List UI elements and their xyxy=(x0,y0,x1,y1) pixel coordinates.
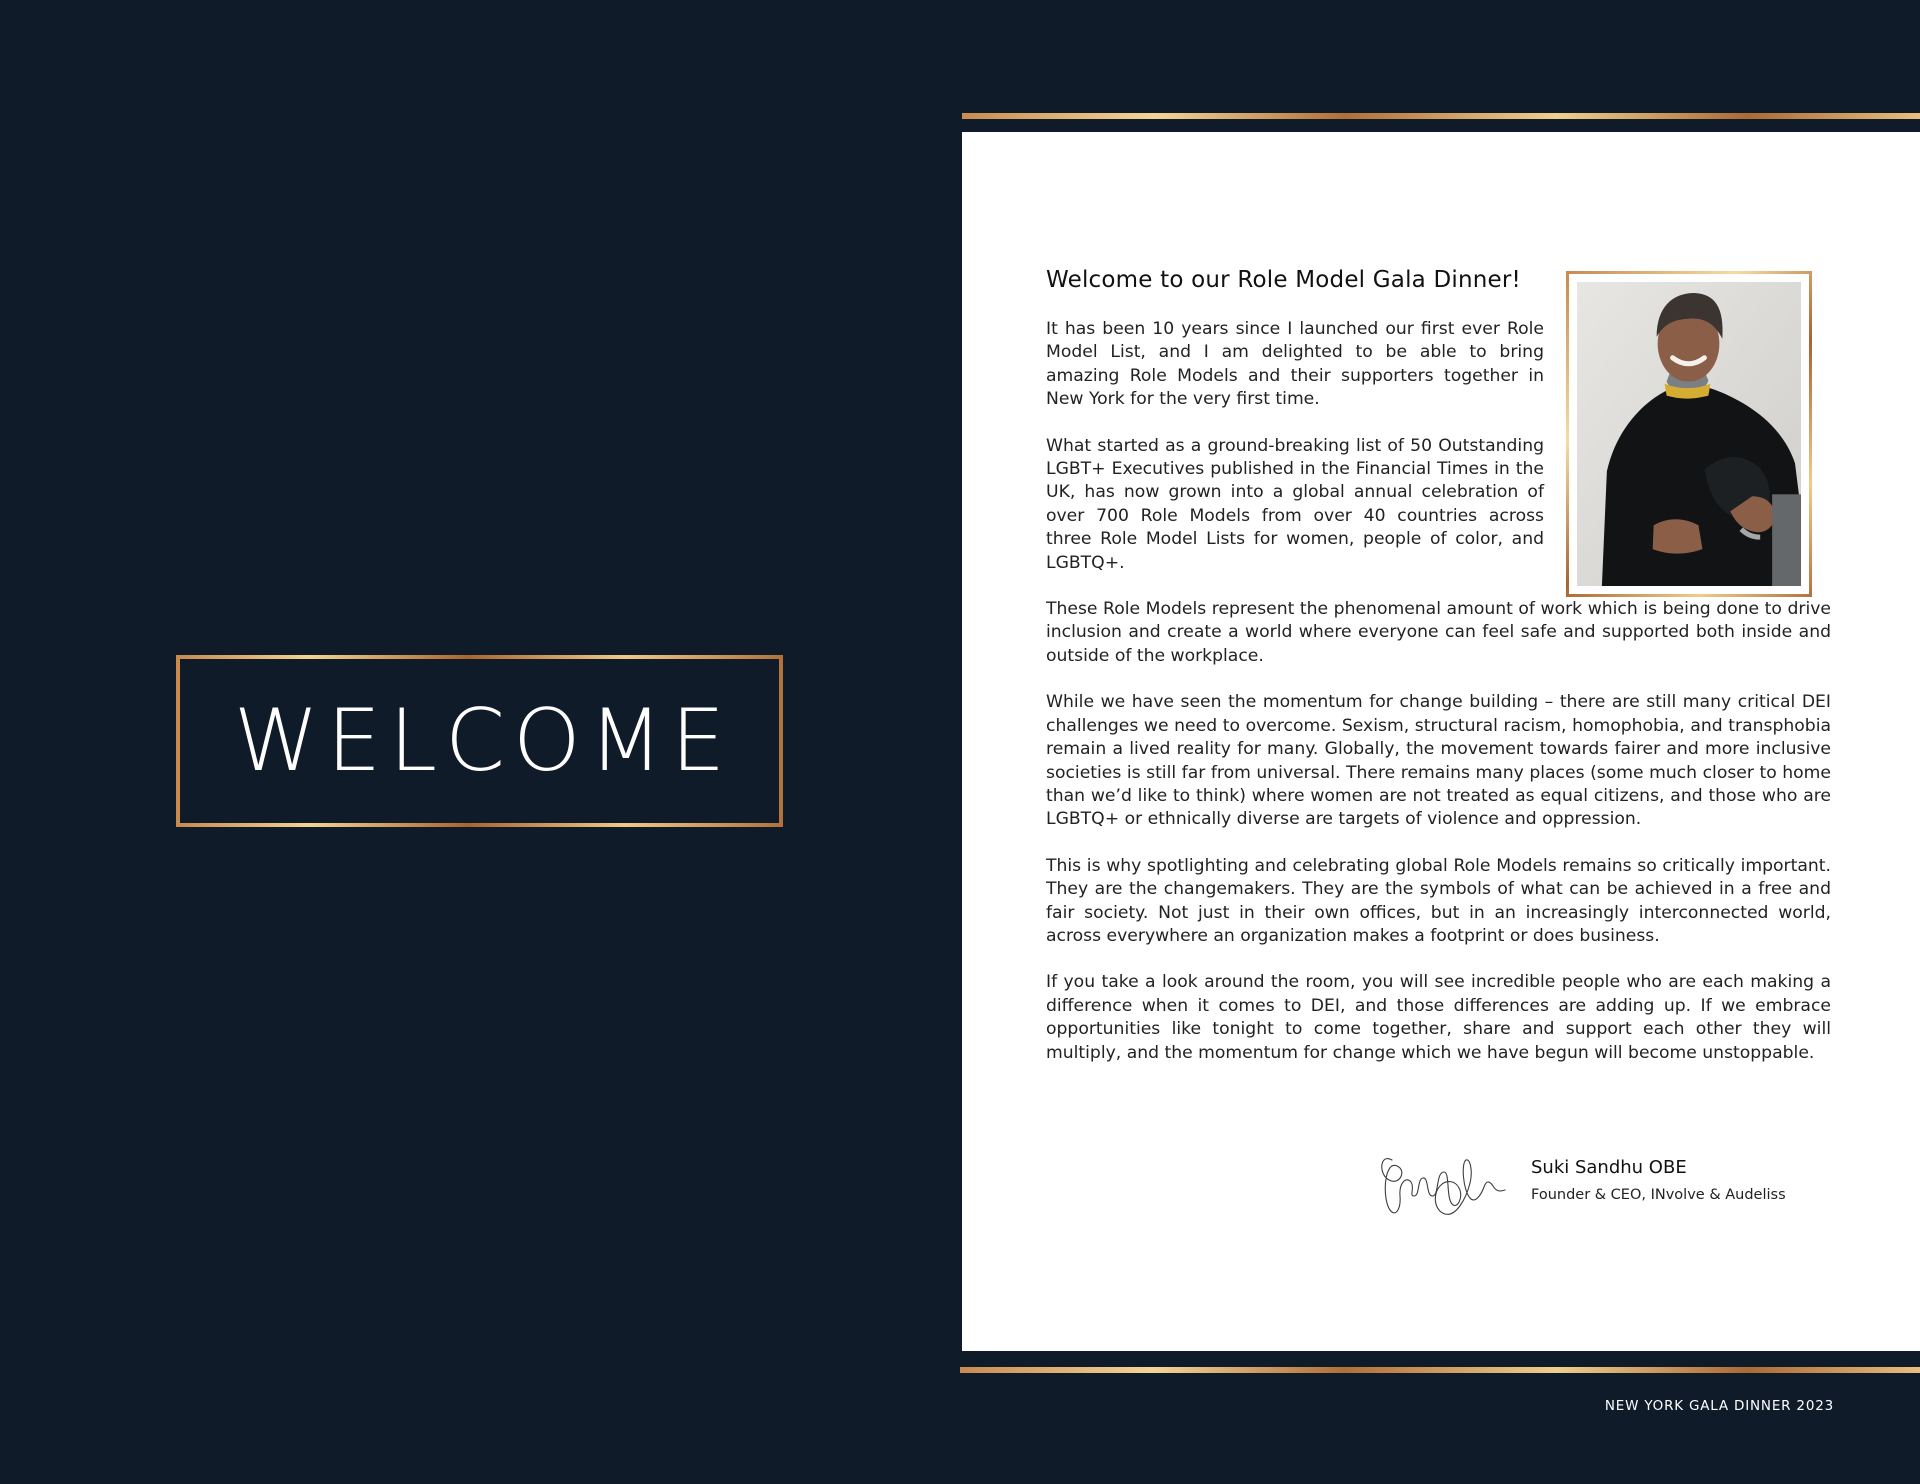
letter-heading: Welcome to our Role Model Gala Dinner! xyxy=(1046,267,1521,293)
letter-paragraph: If you take a look around the room, you will see incredible people who are each making a difference when it comes to DEI, and those differences are adding up. If we embrace opportunities like tonight to come together, share and support each other they will multiply, and the momentum for change which we have begun will become unstoppable. xyxy=(1046,972,1831,1063)
top-gold-rule xyxy=(962,113,1920,119)
letter-paragraph: This is why spotlighting and celebrating global Role Models remains so critically important. They are the changemakers. They are the symbols of what can be achieved in a free and fair society. Not just in their own offices, but in an increasingly interconnected world, across everywhere an organization makes a footprint or does business. xyxy=(1046,855,1831,946)
signatory-role: Founder & CEO, INvolve & Audeliss xyxy=(1531,1187,1786,1203)
letter-paragraph: While we have seen the momentum for change building – there are still many critical DEI challenges we need to overcome. Sexism, structural racism, homophobia, and transphobia remain a lived reality for many. Globally, the movement towards fairer and more inclusive societies is still far from universal. There remains many places (some much closer to home than we’d like to think) where women are not treated as equal citizens, and those who are LGBTQ+ or ethnically diverse are targets of violence and oppression. xyxy=(1046,692,1831,830)
welcome-title: WELCOME xyxy=(233,691,734,791)
signature-icon xyxy=(1372,1132,1512,1222)
letter-paragraph: What started as a ground-breaking list of 50 Outstanding LGBT+ Executives published in the Financial Times in the UK, has now grown into a global annual celebration of over 700 Role Models from over 40 countries across three Role Model Lists for women, people of color, and LGBTQ+. xyxy=(1046,435,1544,573)
welcome-letter-card xyxy=(962,132,1920,1351)
letter-paragraph: These Role Models represent the phenomenal amount of work which is being done to drive inclusion and create a world where everyone can feel safe and supported both inside and outside of the workplace. xyxy=(1046,599,1831,666)
bottom-gold-rule xyxy=(960,1367,1920,1373)
letter-paragraph: It has been 10 years since I launched our first ever Role Model List, and I am delighted to be able to bring amazing Role Models and their supporters together in New York for the very first time. xyxy=(1046,319,1544,410)
letter-body xyxy=(1046,318,1831,1088)
welcome-frame xyxy=(176,655,783,827)
signatory-name: Suki Sandhu OBE xyxy=(1531,1157,1687,1178)
footer-text: NEW YORK GALA DINNER 2023 xyxy=(1604,1398,1834,1414)
